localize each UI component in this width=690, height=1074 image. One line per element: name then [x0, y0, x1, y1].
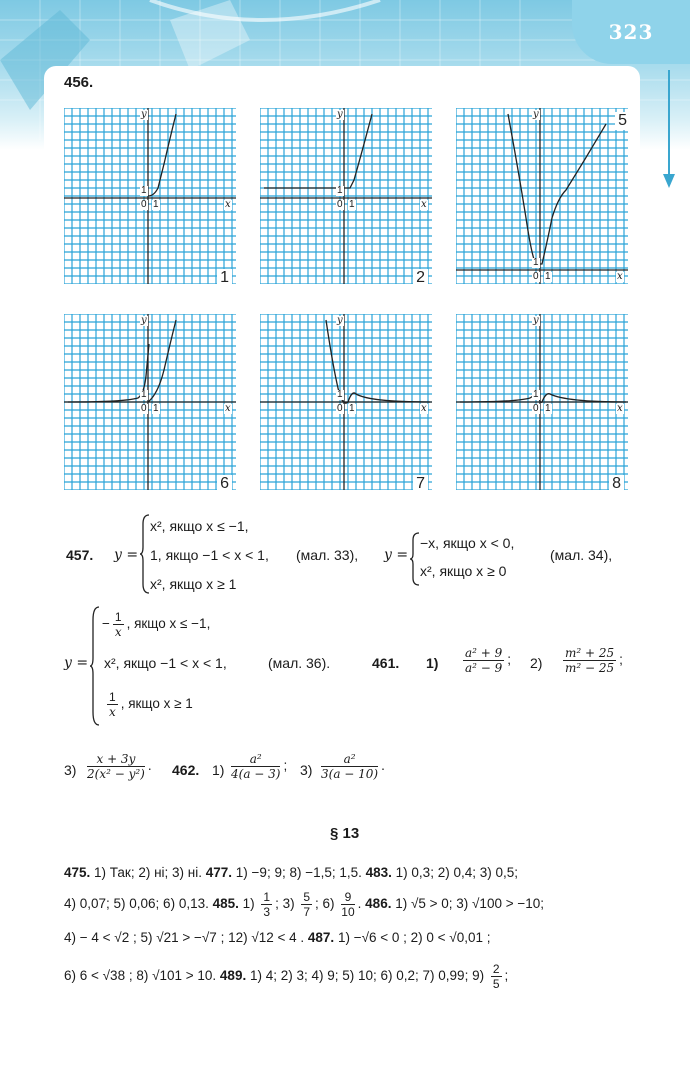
fraction-denominator: 2(x² − y²): [87, 767, 145, 781]
brace-icon: [140, 514, 150, 594]
answer-489: 1) 4; 2) 3; 4) 9; 5) 10; 6) 0,2; 7) 0,99; 9): [246, 968, 488, 984]
system1-line2: 1, якщо −1 < x < 1,: [150, 547, 269, 563]
fraction-denominator: 3(a − 10): [321, 767, 379, 781]
separator: .: [381, 758, 385, 774]
graph-plot: [260, 314, 432, 490]
graph-number: 7: [413, 475, 428, 493]
origin-label: 0: [337, 403, 343, 414]
graph-panel-7: [260, 314, 432, 495]
y-axis-label: y: [533, 109, 539, 120]
answer-483: 1) 0,3; 2) 0,4; 3) 0,5;: [391, 865, 518, 880]
unit-y-label: 1: [141, 389, 147, 400]
system3-line2: x², якщо −1 < x < 1,: [104, 655, 227, 671]
unit-x-label: 1: [545, 403, 551, 414]
unit-x-label: 1: [545, 271, 551, 282]
fraction-numerator: 5: [303, 890, 311, 904]
fraction-462-3: [318, 752, 385, 781]
problem-461-label: 461.: [372, 655, 400, 671]
y-equals-2: y =: [384, 547, 409, 563]
section-title: § 13: [330, 825, 360, 842]
fraction-numerator: 1: [263, 890, 271, 904]
answers-line-3: [64, 930, 490, 945]
system3-line1-condition: , якщо x ≤ −1,: [126, 616, 211, 632]
unit-x-label: 1: [153, 403, 159, 414]
problem-462-label: 462.: [172, 762, 200, 778]
problem-477-label: 477.: [205, 865, 233, 880]
x-axis-label: x: [617, 403, 623, 414]
problem-487-label: 487.: [307, 930, 335, 945]
fraction-denominator: a² − 9: [465, 661, 503, 675]
fraction-numerator: a²: [321, 752, 378, 767]
y-axis-label: y: [141, 315, 147, 326]
unit-y-label: 1: [141, 185, 147, 196]
origin-label: 0: [533, 403, 539, 414]
system3-line1: [102, 610, 210, 639]
text: ; 6): [315, 896, 339, 912]
origin-label: 0: [141, 199, 147, 210]
origin-label: 0: [533, 271, 539, 282]
answers-line-2: [64, 890, 544, 919]
unit-x-label: 1: [349, 199, 355, 210]
graph-panel-1: [64, 108, 236, 289]
answer-475: 1) Так; 2) ні; 3) ні.: [90, 865, 206, 880]
fraction-1-over-x: [107, 690, 118, 719]
fraction-numerator: 1: [109, 690, 116, 704]
brace-icon: [410, 532, 420, 586]
page-number: 323: [572, 0, 690, 64]
unit-y-label: 1: [337, 185, 343, 196]
answer-483-cont: 4) 0,07; 5) 0,06; 6) 0,13.: [64, 896, 213, 912]
problem-475-label: 475.: [64, 865, 91, 880]
graph-number: 8: [609, 475, 624, 493]
answer-486-cont: 4) − 4 < √2 ; 5) √21 > −√7 ; 12) √12 < 4 .: [64, 930, 308, 945]
graph-plot: [64, 314, 236, 490]
fraction-denominator: 3: [263, 905, 271, 919]
fraction-denominator: m² − 25: [565, 661, 615, 675]
graph-plot: [456, 314, 628, 490]
text: ; 3): [275, 896, 299, 912]
item-1: 1): [212, 762, 225, 778]
fraction-denominator: 10: [341, 905, 355, 919]
graph-plot: [456, 108, 628, 284]
system3-line3: [104, 690, 193, 719]
fraction-denominator: 7: [303, 905, 311, 919]
fraction-462-1: [228, 752, 287, 781]
fraction-461-3: [84, 752, 152, 781]
graph-panel-6: [64, 314, 236, 495]
text: .: [357, 896, 366, 912]
minus-sign: −: [102, 616, 110, 632]
y-axis-label: y: [533, 315, 539, 326]
y-axis-label: y: [337, 315, 343, 326]
fraction-numerator: a²: [231, 752, 280, 767]
separator: ;: [619, 652, 623, 668]
system2-line1: −x, якщо x < 0,: [420, 535, 515, 551]
problem-456-label: 456.: [64, 74, 94, 91]
unit-x-label: 1: [349, 403, 355, 414]
figure-ref-33: (мал. 33),: [296, 547, 359, 563]
problem-483-label: 483.: [365, 865, 392, 880]
fraction-denominator: 5: [492, 977, 500, 991]
unit-y-label: 1: [533, 257, 539, 268]
problem-457-label: 457.: [66, 547, 94, 563]
graph-number: 1: [217, 269, 232, 287]
y-axis-label: y: [337, 109, 343, 120]
problem-485-label: 485.: [212, 896, 239, 912]
fraction-461-2: [560, 646, 623, 675]
separator: ;: [283, 758, 288, 774]
answer-486: 1) √5 > 0; 3) √100 > −10;: [391, 896, 544, 912]
graph-plot: [64, 108, 236, 284]
x-axis-label: x: [225, 199, 231, 210]
fraction-denominator: 4(a − 3): [231, 767, 281, 781]
graph-panel-5: [456, 108, 628, 289]
fraction-1-over-x: [113, 610, 124, 639]
fraction-numerator: m² + 25: [565, 646, 615, 660]
graph-plot: [260, 108, 432, 284]
graph-panel-2: [260, 108, 432, 289]
unit-y-label: 1: [337, 389, 343, 400]
fraction-numerator: a² + 9: [465, 646, 503, 660]
answer-487: 1) −√6 < 0 ; 2) 0 < √0,01 ;: [334, 930, 491, 945]
system2-line2: x², якщо x ≥ 0: [420, 563, 507, 579]
x-axis-label: x: [421, 403, 427, 414]
item-3: 3): [300, 762, 313, 778]
separator: ;: [507, 652, 512, 668]
fraction-461-1: [460, 646, 511, 675]
graph-number: 6: [217, 475, 232, 493]
figure-ref-34: (мал. 34),: [550, 547, 613, 563]
brace-icon: [90, 606, 100, 726]
figure-ref-36: (мал. 36).: [268, 655, 331, 671]
unit-y-label: 1: [533, 389, 539, 400]
fraction-numerator: x + 3y: [87, 752, 145, 767]
arrow-down-icon: [661, 70, 677, 190]
text: 1): [238, 896, 259, 912]
item-1: 1): [426, 655, 439, 671]
answers-line-1: [64, 865, 518, 880]
y-equals-3: y =: [64, 655, 89, 671]
answer-477: 1) −9; 9; 8) −1,5; 1,5.: [232, 865, 366, 880]
problem-489-label: 489.: [219, 968, 247, 984]
answer-487-cont: 6) 6 < √38 ; 8) √101 > 10.: [64, 968, 220, 984]
fraction-numerator: 2: [492, 962, 500, 976]
fraction-numerator: 1: [114, 610, 122, 624]
x-axis-label: x: [617, 271, 623, 282]
item-3: 3): [64, 762, 77, 778]
x-axis-label: x: [225, 403, 231, 414]
system3-line3-condition: , якщо x ≥ 1: [120, 696, 193, 712]
y-equals-1: y =: [114, 547, 139, 563]
unit-x-label: 1: [153, 199, 159, 210]
system1-line1: x², якщо x ≤ −1,: [150, 518, 249, 534]
fraction-denominator: x: [114, 625, 122, 639]
y-axis-label: y: [141, 109, 147, 120]
system1-line3: x², якщо x ≥ 1: [150, 576, 237, 592]
separator: .: [147, 758, 152, 774]
x-axis-label: x: [421, 199, 427, 210]
fraction-numerator: 9: [341, 890, 354, 905]
fraction-denominator: x: [108, 705, 116, 719]
problem-486-label: 486.: [365, 896, 392, 912]
text: ;: [504, 968, 509, 984]
graph-number: 5: [615, 112, 630, 130]
graph-panel-8: [456, 314, 628, 495]
origin-label: 0: [337, 199, 343, 210]
answers-line-4: [64, 962, 508, 991]
item-2: 2): [530, 655, 543, 671]
origin-label: 0: [141, 403, 147, 414]
graph-number: 2: [413, 269, 428, 287]
